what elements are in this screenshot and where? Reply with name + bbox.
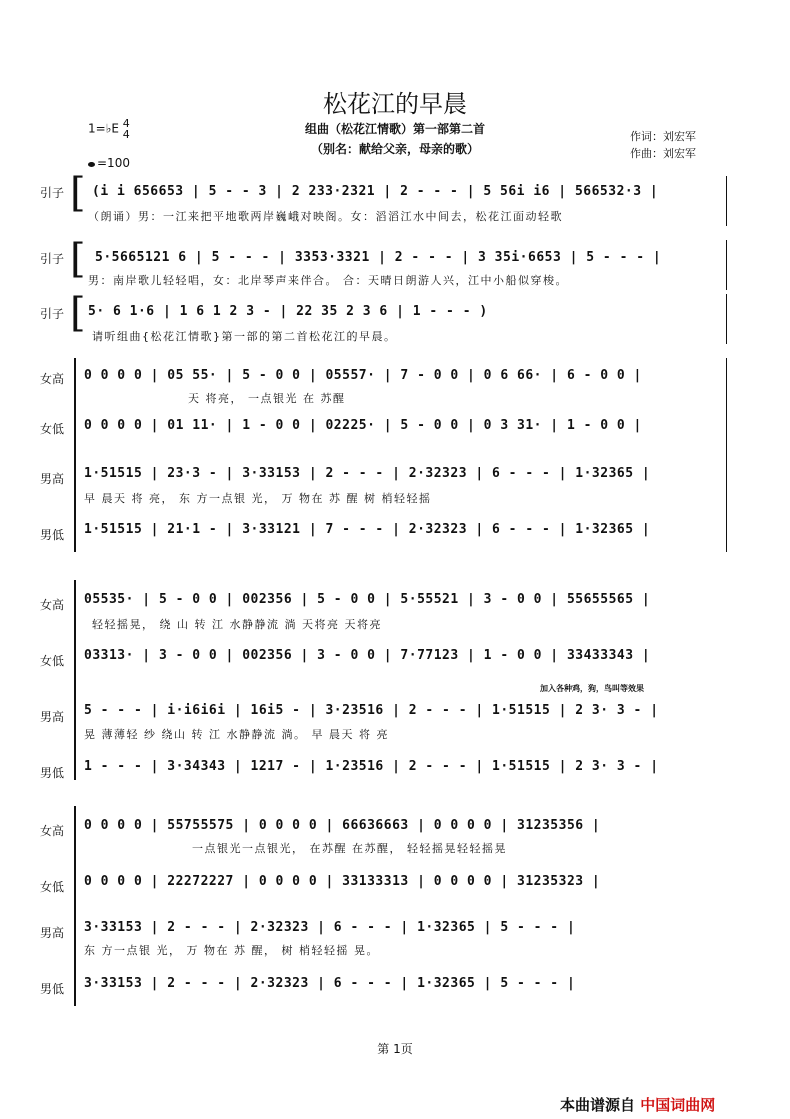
part-label-tenor: 男高 (40, 472, 65, 486)
page-number: 第 1页 (377, 1042, 413, 1056)
soprano-lyric: 轻轻摇晃， 绕 山 转 江 水静静流 淌 天将亮 天将亮 (92, 618, 382, 631)
alto-notes: 03313· | 3 - 0 0 | 002356 | 3 - 0 0 | 7·77123 | 1 - 0 0 | 33433343 | (84, 648, 651, 663)
score-subtitle: 组曲（松花江情歌）第一部第二首 (304, 122, 485, 136)
part-label-alto: 女低 (40, 654, 65, 668)
bass-notes: 3·33153 | 2 - - - | 2·32323 | 6 - - - | 1·32365 | 5 - - - | (84, 976, 576, 991)
alto-notes: 0 0 0 0 | 22272227 | 0 0 0 0 | 33133313 | 0 0 0 0 | 31235323 | (84, 874, 601, 889)
tenor-notes: 5 - - - | i·i6i6i | 16i5 - | 3·23516 | 2 - - - | 1·51515 | 2 3· 3 - | (84, 703, 659, 718)
tenor-notes: 1·51515 | 23·3 - | 3·33153 | 2 - - - | 2·32323 | 6 - - - | 1·32365 | (84, 466, 651, 481)
intro-label: 引子 (40, 186, 65, 200)
alto-notes: 0 0 0 0 | 01 11· | 1 - 0 0 | 02225· | 5 - 0 0 | 0 3 31· | 1 - 0 0 | (84, 418, 642, 433)
part-label-soprano: 女高 (40, 824, 65, 838)
score-title: 松花江的早晨 (323, 90, 467, 118)
part-label-soprano: 女高 (40, 372, 65, 386)
composer-credit: 作曲：刘宏军 (630, 147, 696, 160)
tempo-value: =100 (97, 156, 130, 170)
tenor-lyric: 晃 薄薄轻 纱 绕山 转 江 水静静流 淌。 早 晨天 将 亮 (84, 728, 389, 741)
intro-lyric: 请听组曲{松花江情歌}第一部的第二首松花江的早晨。 (92, 330, 397, 343)
part-label-soprano: 女高 (40, 598, 65, 612)
tempo-marking (88, 156, 130, 170)
part-label-alto: 女低 (40, 422, 65, 436)
part-label-bass: 男低 (40, 766, 65, 780)
bracket-icon: [ (70, 236, 86, 282)
intro-notes: (i i 656653 | 5 - - 3 | 2 233·2321 | 2 - - - | 5 56i i6 | 566532·3 | (92, 184, 659, 199)
score-alias: （别名：献给父亲，母亲的歌） (310, 142, 479, 156)
tenor-lyric: 早 晨天 将 亮， 东 方一点银 光， 万 物在 苏 醒 树 梢轻轻摇 (84, 492, 432, 505)
intro-notes: 5·5665121 6 | 5 - - - | 3353·3321 | 2 - - - | 3 35i·6653 | 5 - - - | (95, 250, 662, 265)
intro-notes: 5· 6 1·6 | 1 6 1 2 3 - | 22 35 2 3 6 | 1 - - - ) (88, 304, 488, 319)
time-signature (123, 118, 130, 140)
intro-label: 引子 (40, 252, 65, 266)
time-top: 4 (122, 117, 130, 130)
barline (726, 176, 727, 226)
part-label-bass: 男低 (40, 528, 65, 542)
source-site-link[interactable]: 中国词曲网 (640, 1096, 716, 1114)
key-label: 1=♭E (88, 121, 119, 136)
part-label-tenor: 男高 (40, 710, 65, 724)
intro-label: 引子 (40, 307, 65, 321)
part-label-bass: 男低 (40, 982, 65, 996)
tenor-lyric: 东 方一点银 光， 万 物在 苏 醒， 树 梢轻轻摇 晃。 (84, 944, 379, 957)
intro-lyric: （朗诵）男：一江来把平地歌两岸巍峨对映阁。女：滔滔江水中间去，松花江面动轻歌 (88, 210, 563, 223)
intro-lyric: 男：南岸歌儿轻轻唱，女：北岸琴声来伴合。 合：天晴日朗游人兴，江中小船似穿梭。 (88, 274, 568, 287)
time-bottom: 4 (122, 128, 130, 141)
tenor-notes: 3·33153 | 2 - - - | 2·32323 | 6 - - - | 1·32365 | 5 - - - | (84, 920, 576, 935)
barline (726, 294, 727, 344)
soprano-lyric: 天 将亮， 一点银光 在 苏醒 (188, 392, 346, 405)
barline (726, 358, 727, 552)
part-label-alto: 女低 (40, 880, 65, 894)
barline (726, 240, 727, 290)
soprano-notes: 0 0 0 0 | 55755575 | 0 0 0 0 | 66636663 | 0 0 0 0 | 31235356 | (84, 818, 601, 833)
sound-effect-note: 加入各种鸡，狗，鸟叫等效果 (540, 684, 644, 693)
system-bracket (74, 358, 76, 552)
soprano-lyric: 一点银光一点银光， 在苏醒 在苏醒， 轻轻摇晃轻轻摇晃 (192, 842, 507, 855)
lyricist-credit: 作词：刘宏军 (630, 130, 696, 143)
bass-notes: 1 - - - | 3·34343 | 1217 - | 1·23516 | 2 - - - | 1·51515 | 2 3· 3 - | (84, 759, 659, 774)
soprano-notes: 05535· | 5 - 0 0 | 002356 | 5 - 0 0 | 5·55521 | 3 - 0 0 | 55655565 | (84, 592, 651, 607)
key-signature (88, 118, 130, 140)
soprano-notes: 0 0 0 0 | 05 55· | 5 - 0 0 | 05557· | 7 - 0 0 | 0 6 66· | 6 - 0 0 | (84, 368, 642, 383)
part-label-tenor: 男高 (40, 926, 65, 940)
source-credit (560, 1094, 715, 1115)
bracket-icon: [ (70, 170, 86, 216)
bass-notes: 1·51515 | 21·1 - | 3·33121 | 7 - - - | 2·32323 | 6 - - - | 1·32365 | (84, 522, 651, 537)
source-prefix: 本曲谱源自 (560, 1096, 636, 1114)
bracket-icon: [ (70, 290, 86, 336)
quarter-note-icon (88, 162, 95, 167)
